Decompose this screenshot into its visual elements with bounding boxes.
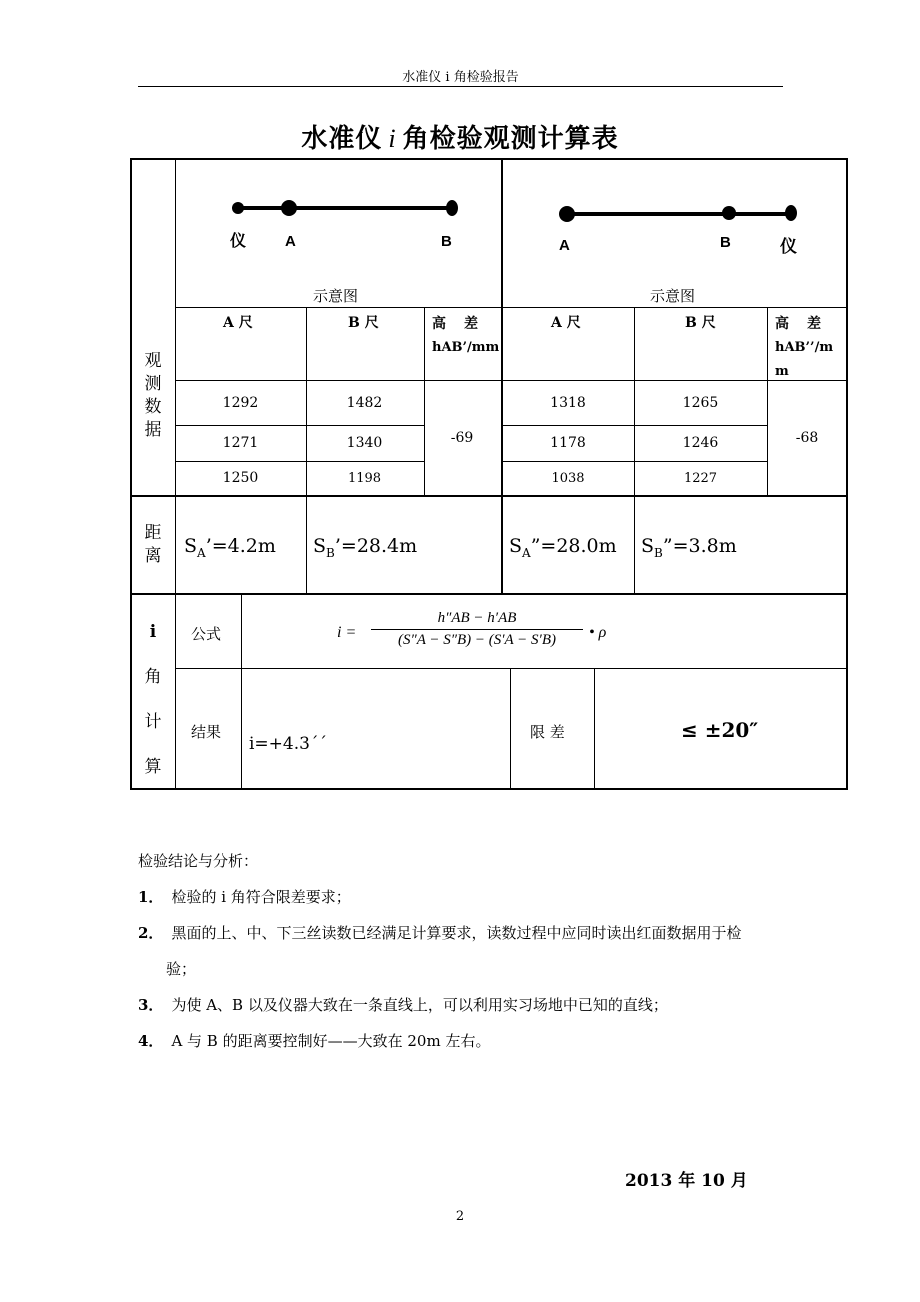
rule-ilabel <box>241 595 242 788</box>
distance-sb-right <box>641 535 737 560</box>
label-i-4: 算 <box>144 757 162 777</box>
col-head-b-right: B 尺 <box>685 315 716 331</box>
report-date: 2013 年 10 月 <box>625 1171 748 1191</box>
title-italic-i: i <box>388 124 397 153</box>
reading-left-a-1: 1292 <box>222 394 259 411</box>
label-dist-2: 离 <box>144 546 162 566</box>
distance-sb-left-s: S <box>313 535 327 557</box>
reading-left-a-3: 1250 <box>222 470 259 486</box>
rule-obs-bottom <box>132 495 846 497</box>
label-i-calc <box>131 610 175 790</box>
reading-left-b-2: 1340 <box>346 435 383 451</box>
rule-limit-left <box>510 668 511 788</box>
conclusion-text-1: 检验的 i 角符合限差要求； <box>171 888 351 906</box>
diagram-left-label-b: B <box>441 233 452 250</box>
title-suffix: 角检验观测计算表 <box>402 124 619 154</box>
conclusion-num-4: 4． <box>138 1032 164 1050</box>
col-head-diff-right <box>775 312 833 384</box>
distance-sa-right <box>509 535 617 560</box>
formula-fraction-bar <box>371 629 583 630</box>
reading-left-b-1: 1482 <box>346 394 383 411</box>
formula-tail: • ρ <box>589 624 607 641</box>
formula-label: 公式 <box>191 625 222 643</box>
page-title <box>0 118 920 155</box>
rule-limit-mid <box>594 668 595 788</box>
diagram-left-label-a: A <box>285 233 296 250</box>
formula-fraction <box>371 610 583 649</box>
conclusion-num-3: 3． <box>138 996 164 1014</box>
reading-right-b-1: 1265 <box>682 394 719 411</box>
reading-left-diff: -69 <box>450 429 474 446</box>
conclusion-text-2: 黑面的上、中、下三丝读数已经满足计算要求，读数过程中应同时读出红面数据用于检 <box>171 924 742 942</box>
reading-left-b-3: 1198 <box>347 470 382 486</box>
distance-sa-left-sub: A <box>197 545 206 560</box>
conclusion-item-1 <box>138 886 351 907</box>
distance-sb-right-value: ”=3.8m <box>662 535 737 557</box>
rule-diagram-bottom <box>176 307 846 308</box>
reading-right-a-2: 1178 <box>550 435 586 451</box>
col-head-a-right: A 尺 <box>551 315 581 331</box>
label-i-1: i <box>149 622 157 642</box>
distance-sb-left-sub: B <box>326 545 335 560</box>
label-i-2: 角 <box>144 667 162 687</box>
reading-left-a-2: 1271 <box>222 435 259 451</box>
label-obs-3: 数 <box>144 397 162 417</box>
conclusion-num-1: 1． <box>138 888 164 906</box>
title-prefix: 水准仪 <box>301 124 383 154</box>
col-head-diff-right-1: 高 差 <box>775 316 823 332</box>
diagram-right-label-a: A <box>559 237 570 254</box>
conclusion-item-2-cont: 验； <box>166 960 197 978</box>
formula-lhs: i = <box>337 624 357 641</box>
distance-sa-left-value: ’=4.2m <box>205 535 276 557</box>
formula-numerator: h″AB − h′AB <box>437 610 517 626</box>
col-head-b-left: B 尺 <box>348 315 379 331</box>
col-head-diff-left-2: hAB’/mm <box>432 340 500 355</box>
reading-right-b-2: 1246 <box>682 435 719 451</box>
label-obs-1: 观 <box>144 351 162 371</box>
col-head-diff-left-1: 高 差 <box>432 316 480 332</box>
label-i-3: 计 <box>144 712 162 732</box>
distance-sa-left-s: S <box>184 535 198 557</box>
limit-label: 限 差 <box>530 723 565 741</box>
diagram-right-caption: 示意图 <box>650 287 696 305</box>
distance-sb-left-value: ’=28.4m <box>334 535 418 557</box>
col-head-diff-left <box>432 312 499 360</box>
rule-formula-bottom <box>176 668 846 669</box>
conclusion-heading: 检验结论与分析： <box>138 852 259 870</box>
diagram-left-label-instrument: 仪 <box>230 233 247 250</box>
conclusion-text-4: A 与 B 的距离要控制好——大致在 20m 左右。 <box>171 1032 491 1050</box>
label-observation <box>131 350 175 442</box>
diagram-right-label-instrument: 仪 <box>780 237 797 256</box>
col-head-a-left: A 尺 <box>223 315 253 331</box>
distance-sa-right-value: ”=28.0m <box>530 535 617 557</box>
result-value: i=+4.3´´ <box>249 734 327 754</box>
distance-sb-right-s: S <box>641 535 655 557</box>
diagram-right <box>503 160 847 260</box>
label-distance <box>131 522 175 568</box>
distance-sa-left <box>184 535 276 560</box>
conclusion-item-2 <box>138 922 741 943</box>
rule-dist-bottom <box>132 593 846 595</box>
reading-right-a-3: 1038 <box>551 470 585 486</box>
conclusion-num-2: 2． <box>138 924 164 942</box>
distance-sb-left <box>313 535 417 560</box>
col-head-diff-right-2: hAB’’/m <box>775 340 834 355</box>
col-head-diff-right-3: m <box>775 364 789 379</box>
distance-sa-right-sub: A <box>522 545 531 560</box>
label-dist-1: 距 <box>144 523 162 543</box>
conclusion-item-4 <box>138 1030 490 1051</box>
distance-sa-right-s: S <box>509 535 523 557</box>
label-obs-4: 据 <box>144 420 162 440</box>
reading-right-a-1: 1318 <box>550 394 586 411</box>
diagram-right-label-b: B <box>720 234 731 251</box>
diagram-left-caption: 示意图 <box>313 287 359 305</box>
distance-sb-right-sub: B <box>654 545 663 560</box>
reading-right-b-3: 1227 <box>683 470 718 486</box>
result-label: 结果 <box>191 723 222 741</box>
label-obs-2: 测 <box>144 374 162 394</box>
diagram-left <box>176 160 498 260</box>
page-header: 水准仪 i 角检验报告 <box>402 70 519 85</box>
reading-right-diff: -68 <box>795 429 819 446</box>
page-number: 2 <box>455 1209 465 1224</box>
header-rule <box>138 86 783 87</box>
conclusion-item-3 <box>138 994 668 1015</box>
conclusion-text-3: 为使 A、B 以及仪器大致在一条直线上，可以利用实习场地中已知的直线； <box>171 996 668 1014</box>
limit-value: ≤ ±20″ <box>681 718 759 742</box>
formula-denominator: (S″A − S″B) − (S′A − S′B) <box>397 632 556 648</box>
